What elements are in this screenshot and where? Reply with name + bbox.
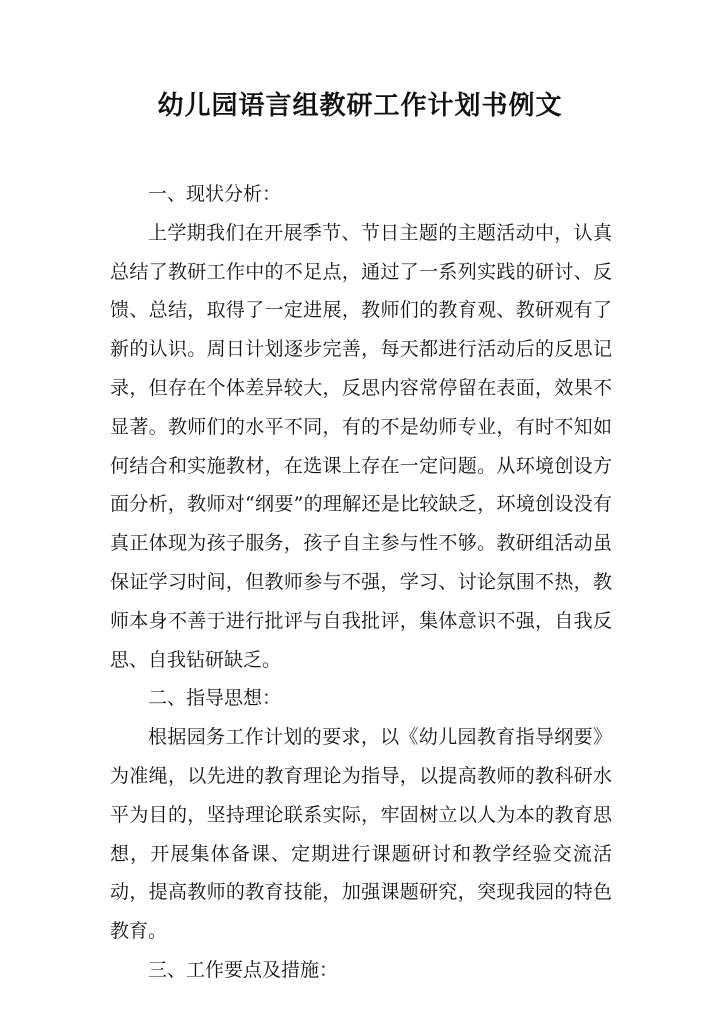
section-heading-work-points: 三、工作要点及措施： [148,958,339,981]
document-title: 幼儿园语言组教研工作计划书例文 [157,91,563,121]
section-heading-guiding-ideology: 二、指导思想： [148,687,282,710]
section-heading-status-analysis: 一、现状分析： [148,183,282,205]
paragraph-status-analysis: 上学期我们在开展季节、节日主题的主题活动中，认真总结了教研工作中的不足点，通过了一系列实践的研讨、反馈、总结，取得了一定进展，教师们的教育观、教研观有了新的认识。周日计划逐步完善，每天都进行活动后的反思记录，但存在个体差异较大，反思内容常停留在表面，效果不显著。教师们的水平不同，有的不是幼师专业，有时不知如何结合和实施教材，在选课上存在一定问题。从环境创设方面分析，教师对“纲要”的理解还是比较缺乏，环境创设没有真正体现为孩子服务，孩子自主参与性不够。教研组活动虽保证学习时间，但教师参与不强，学习、讨论氛围不热，教师本身不善于进行批评与自我批评，集体意识不强，自我反思、自我钻研缺乏。 [110,221,612,671]
document-body [110,175,612,990]
paragraph-guiding-ideology: 根据园务工作计划的要求，以《幼儿园教育指导纲要》为准绳，以先进的教育理论为指导，以提高教师的教科研水平为目的，坚持理论联系实际，牢固树立以人为本的教育思想，开展集体备课、定期进行课题研讨和教学经验交流活动，提高教师的教育技能，加强课题研究，突现我园的特色教育。 [110,726,612,943]
